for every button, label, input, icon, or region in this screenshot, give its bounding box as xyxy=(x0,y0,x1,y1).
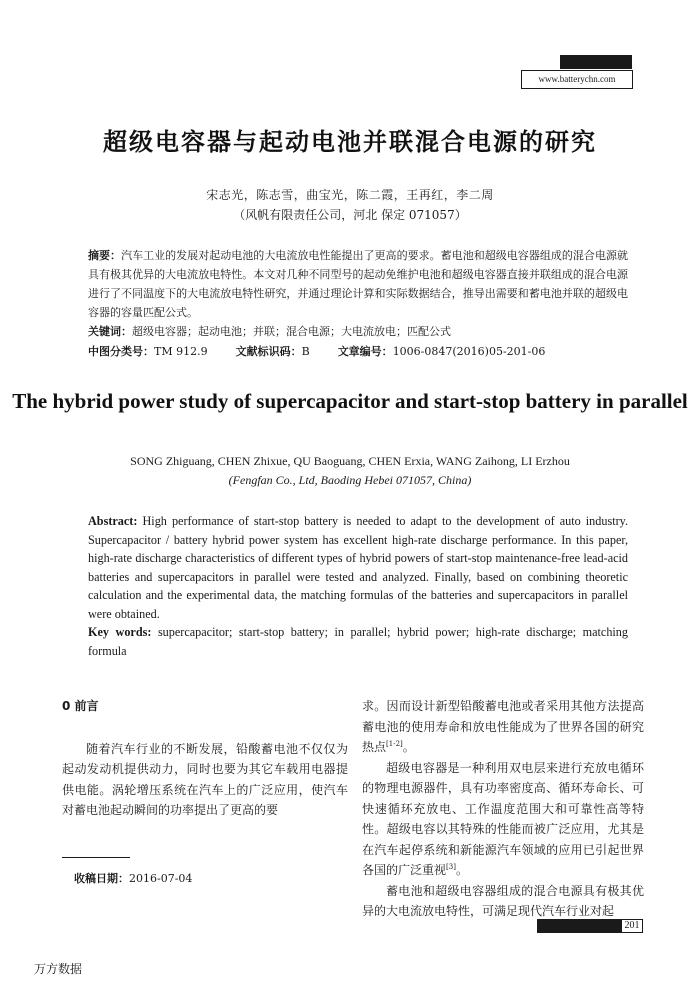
keywords-cn-label: 关键词： xyxy=(88,325,132,338)
citation-ref[interactable]: [3] xyxy=(446,863,456,871)
keywords-en-label: Key words: xyxy=(88,625,152,639)
title-english: The hybrid power study of supercapacitor and start-stop battery in parallel xyxy=(12,389,688,413)
citation-ref[interactable]: [1-2] xyxy=(386,740,403,748)
body-column-right xyxy=(362,696,644,922)
doc-code-label: 文献标识码： xyxy=(235,345,302,358)
journal-url[interactable]: www.batterychn.com xyxy=(521,70,633,89)
body-paragraph: 超级电容器是一种利用双电层来进行充放电循环的物理电源器件，具有功率密度高、循环寿命长、可快速循环充放电、工作温度范围大和可靠性高等特性。超级电容以其特殊的性能而被广泛应用，尤其是在汽车起停系统和新能源汽车领域的应用已引起世界各国的广泛重视[3]。 xyxy=(362,760,644,877)
article-number-label: 文章编号： xyxy=(337,345,393,358)
body-paragraph: 随着汽车行业的不断发展，铅酸蓄电池不仅仅为起动发动机提供动力，同时也要为其它车载用电器提供电能。涡轮增压系统在汽车上的广泛应用，使汽车对蓄电池起动瞬间的功率提出了更高的要 xyxy=(62,741,348,817)
classification-line xyxy=(88,344,628,360)
body-column-left xyxy=(62,696,348,821)
footer-brand: 万方数据 xyxy=(34,962,83,976)
abstract-chinese xyxy=(88,246,628,341)
keywords-en-text: supercapacitor; start-stop battery; in parallel; hybrid power; high-rate discharge; matching formula xyxy=(88,625,628,658)
body-paragraph: 求。因而设计新型铅酸蓄电池或者采用其他方法提高蓄电池的使用寿命和放电性能成为了世界各国的研究热点[1-2]。 xyxy=(362,699,644,754)
abstract-cn-label: 摘要： xyxy=(88,249,122,262)
section-heading: 0 前言 xyxy=(62,699,99,713)
authors-english: SONG Zhiguang, CHEN Zhixue, QU Baoguang, CHEN Erxia, WANG Zaihong, LI Erzhou xyxy=(130,454,570,468)
affiliation-english: (Fengfan Co., Ltd, Baoding Hebei 071057, China) xyxy=(228,473,472,487)
doc-code-value: B xyxy=(301,345,310,358)
affiliation-chinese: （风帆有限责任公司，河北 保定 071057） xyxy=(233,208,467,222)
received-label: 收稿日期： xyxy=(74,872,129,885)
page-number: 201 xyxy=(621,919,643,933)
abstract-en-label: Abstract: xyxy=(88,514,138,528)
article-number-value: 1006-0847(2016)05-201-06 xyxy=(392,345,546,358)
abstract-english xyxy=(88,512,628,660)
clc-label: 中图分类号： xyxy=(88,345,154,358)
abstract-en-text: High performance of start-stop battery is needed to adapt to the development of auto industry. Supercapacitor / battery hybrid power system has excellent high-rate discharge performance. In this paper, high-rate discharge characteristics of different types of hybrid powers of start-stop maintenance-free lead-acid batteries and supercapacitors in parallel were tested and analyzed. Finally, based on combining theoretic calculation and the experimental data, the matching formulas of the batteries and supercapacitors in parallel were obtained. xyxy=(88,514,628,621)
footnote-divider xyxy=(62,857,130,858)
received-date xyxy=(74,870,192,886)
header-black-bar xyxy=(560,55,632,69)
authors-chinese: 宋志光，陈志雪，曲宝光，陈二霞，王再红，李二周 xyxy=(206,188,494,202)
body-paragraph: 蓄电池和超级电容器组成的混合电源具有极其优异的大电流放电特性，可满足现代汽车行业对起 xyxy=(362,883,644,918)
title-chinese: 超级电容器与起动电池并联混合电源的研究 xyxy=(103,128,597,156)
abstract-cn-text: 汽车工业的发展对起动电池的大电流放电性能提出了更高的要求。蓄电池和超级电容器组成的混合电源就具有极其优异的大电流放电特性。本文对几种不同型号的起动免维护电池和超级电容器直接并联组成的混合电源进行了不同温度下的大电流放电特性研究，并通过理论计算和实际数据结合，推导出需要和蓄电池并联的超级电容器的容量匹配公式。 xyxy=(88,249,628,319)
keywords-cn-text: 超级电容器；起动电池；并联；混合电源；大电流放电；匹配公式 xyxy=(132,325,451,338)
received-value: 2016-07-04 xyxy=(129,872,193,885)
clc-value: TM 912.9 xyxy=(154,345,208,358)
